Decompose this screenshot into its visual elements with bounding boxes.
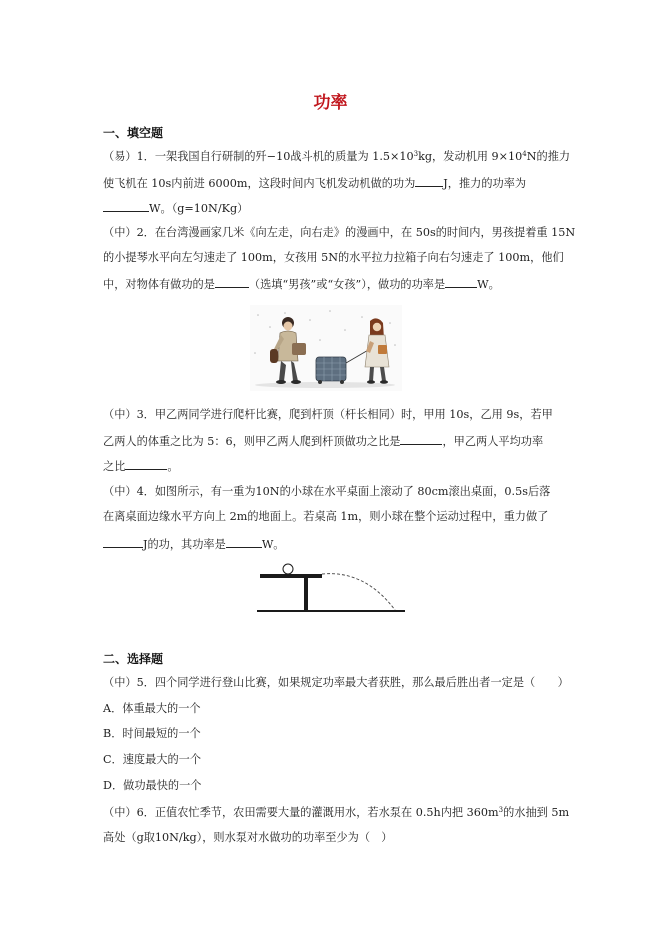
question-3-line-1: （中）3．甲乙两同学进行爬杆比赛，爬到杆顶（杆长相同）时，甲用 10s，乙用 9s，若甲 (103, 408, 553, 421)
option-a[interactable]: A．体重最大的一个 (103, 702, 201, 715)
comic-illustration-boy-and-girl (250, 305, 402, 391)
question-5-stem: （中）5．四个同学进行登山比赛，如果规定功率最大者获胜，那么最后胜出者一定是（ ） (103, 676, 569, 689)
ball-rolling-off-table-diagram (255, 560, 410, 616)
question-2-line-3: 中，对物体有做功的是 （选填“男孩”或“女孩”），做功的功率是 W。 (103, 278, 500, 291)
question-4-line-2: 在离桌面边缘水平方向上 2m的地面上。若桌高 1m，则小球在整个运动过程中，重力做了 (103, 510, 549, 523)
answer-blank[interactable] (226, 536, 262, 548)
option-c[interactable]: C．速度最大的一个 (103, 753, 202, 766)
answer-blank[interactable] (103, 536, 143, 548)
answer-blank[interactable] (125, 458, 167, 470)
question-1-line-3: W。（g=10N/Kg） (103, 200, 573, 216)
answer-blank[interactable] (103, 200, 149, 212)
question-6-line-2: 高处（g取10N/kg），则水泵对水做功的功率至少为（ ） (103, 831, 393, 844)
answer-blank[interactable] (215, 276, 249, 288)
question-2-line-2: 的小提琴水平向左匀速走了 100m，女孩用 5N的水平拉力拉箱子向右匀速走了 100m，他们 (103, 251, 564, 264)
section-heading-fill-in: 一、填空题 (103, 126, 164, 140)
question-6-line-1: （中）6．正值农忙季节，农田需要大量的灌溉用水，若水泵在 0.5h内把 $360m^3$的水抽到 5m (103, 806, 570, 819)
question-1-line-2: 使飞机在 10s内前进 6000m，这段时间内飞机发动机做的功为 J，推力的功率为 (103, 177, 527, 190)
answer-blank[interactable] (445, 276, 477, 288)
option-b[interactable]: B．时间最短的一个 (103, 727, 201, 740)
answer-blank[interactable] (400, 433, 442, 445)
answer-blank[interactable] (415, 175, 443, 187)
question-2-line-1: （中）2．在台湾漫画家几米《向左走，向右走》的漫画中，在 50s的时间内，男孩提着重 15N (103, 226, 576, 239)
page-title: 功率 (313, 93, 348, 113)
question-3-line-2: 乙两人的体重之比为 5：6，则甲乙两人爬到杆顶做功之比是 ，甲乙两人平均功率 (103, 435, 544, 448)
option-d[interactable]: D．做功最快的一个 (103, 779, 202, 792)
section-heading-multiple-choice: 二、选择题 (103, 652, 164, 666)
question-4-line-3: J的功，其功率是 W。 (103, 536, 573, 552)
question-3-line-3: 之比 。 (103, 460, 179, 473)
question-1-line-1: （易）1．一架我国自行研制的歼−10战斗机的质量为 $1.5\times 10^3kg$，发动机用 $9\times 10^4N$的推力 (103, 150, 571, 163)
question-4-line-1: （中）4．如图所示，有一重为10N的小球在水平桌面上滚动了 80cm滚出桌面，0.5s后落 (103, 485, 551, 498)
